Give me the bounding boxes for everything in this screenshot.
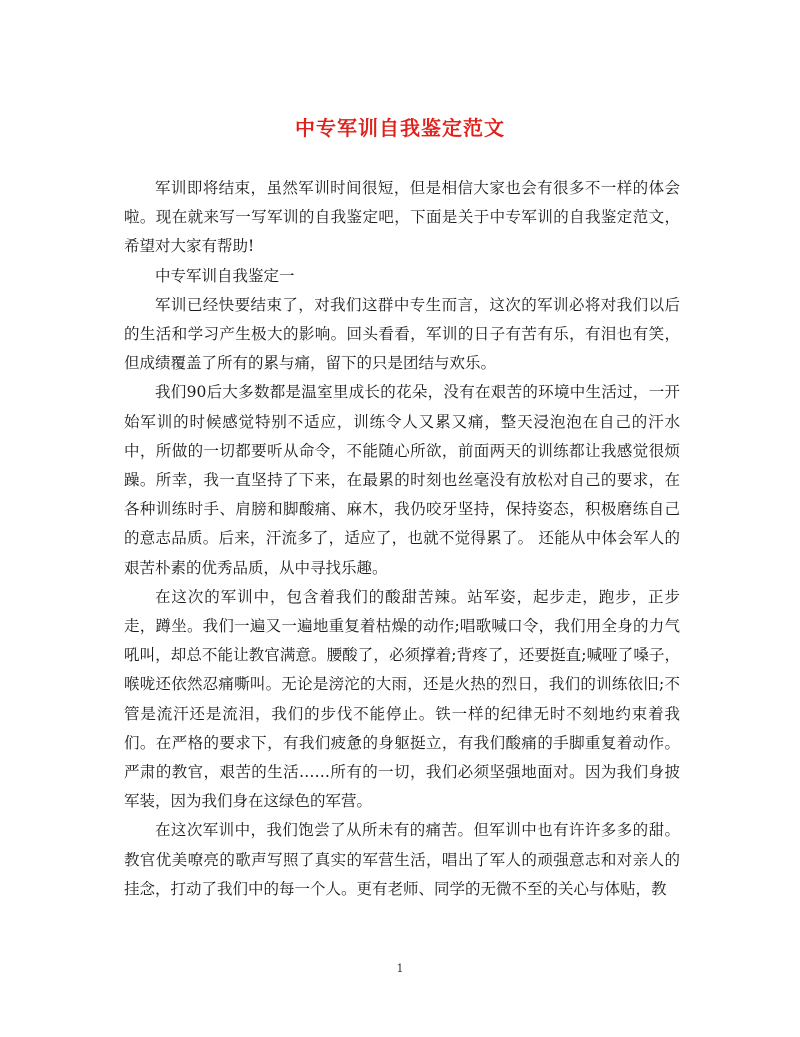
body-paragraph: 在这次的军训中，包含着我们的酸甜苦辣。站军姿，起步走，跑步，正步走，蹲坐。我们一遍又一遍地重复着枯燥的动作;唱歌喊口令，我们用全身的力气吼叫，却总不能让教官满意。腰酸了，必须撑着;背疼了，还要挺直;喊哑了嗓子，喉咙还依然忍痛嘶叫。无论是滂沱的大雨，还是火热的烈日，我们的训练依旧;不管是流汗还是流泪，我们的步伐不能停止。铁一样的纪律无时不刻地约束着我们。在严格的要求下，有我们疲惫的身躯挺立，有我们酸痛的手脚重复着动作。严肃的教官，艰苦的生活……所有的一切，我们必须坚强地面对。因为我们身披军装，因为我们身在这绿色的军营。	[124, 587, 680, 811]
body-paragraph: 我们90后大多数都是温室里成长的花朵，没有在艰苦的环境中生活过，一开始军训的时候感觉特别不适应，训练令人又累又痛，整天浸泡泡在自己的汗水中，所做的一切都要听从命令，不能随心所欲，前面两天的训练都让我感觉很烦躁。所幸，我一直坚持了下来，在最累的时刻也丝毫没有放松对自己的要求，在各种训练时手、肩膀和脚酸痛、麻木，我仍咬牙坚持，保持姿态，积极磨练自己的意志品质。后来，汗流多了，适应了，也就不觉得累了。 还能从中体会军人的艰苦朴素的优秀品质，从中寻找乐趣。	[124, 383, 680, 577]
page-number: 1	[396, 962, 404, 975]
intro-paragraph: 军训即将结束，虽然军训时间很短，但是相信大家也会有很多不一样的体会啦。现在就来写一写军训的自我鉴定吧，下面是关于中专军训的自我鉴定范文，希望对大家有帮助!	[124, 179, 680, 256]
body-paragraph: 军训已经快要结束了，对我们这群中专生而言，这次的军训必将对我们以后的生活和学习产生极大的影响。回头看看，军训的日子有苦有乐，有泪也有笑，但成绩覆盖了所有的累与痛，留下的只是团结与欢乐。	[124, 295, 680, 373]
document-title: 中专军训自我鉴定范文	[295, 116, 505, 140]
document-body	[124, 174, 680, 904]
body-paragraph: 在这次军训中，我们饱尝了从所未有的痛苦。但军训中也有许许多多的甜。教官优美嘹亮的歌声写照了真实的军营生活，唱出了军人的顽强意志和对亲人的挂念，打动了我们中的每一个人。更有老师、同学的无微不至的关心与体贴，教	[124, 821, 680, 898]
section-heading: 中专军训自我鉴定一	[155, 266, 295, 285]
